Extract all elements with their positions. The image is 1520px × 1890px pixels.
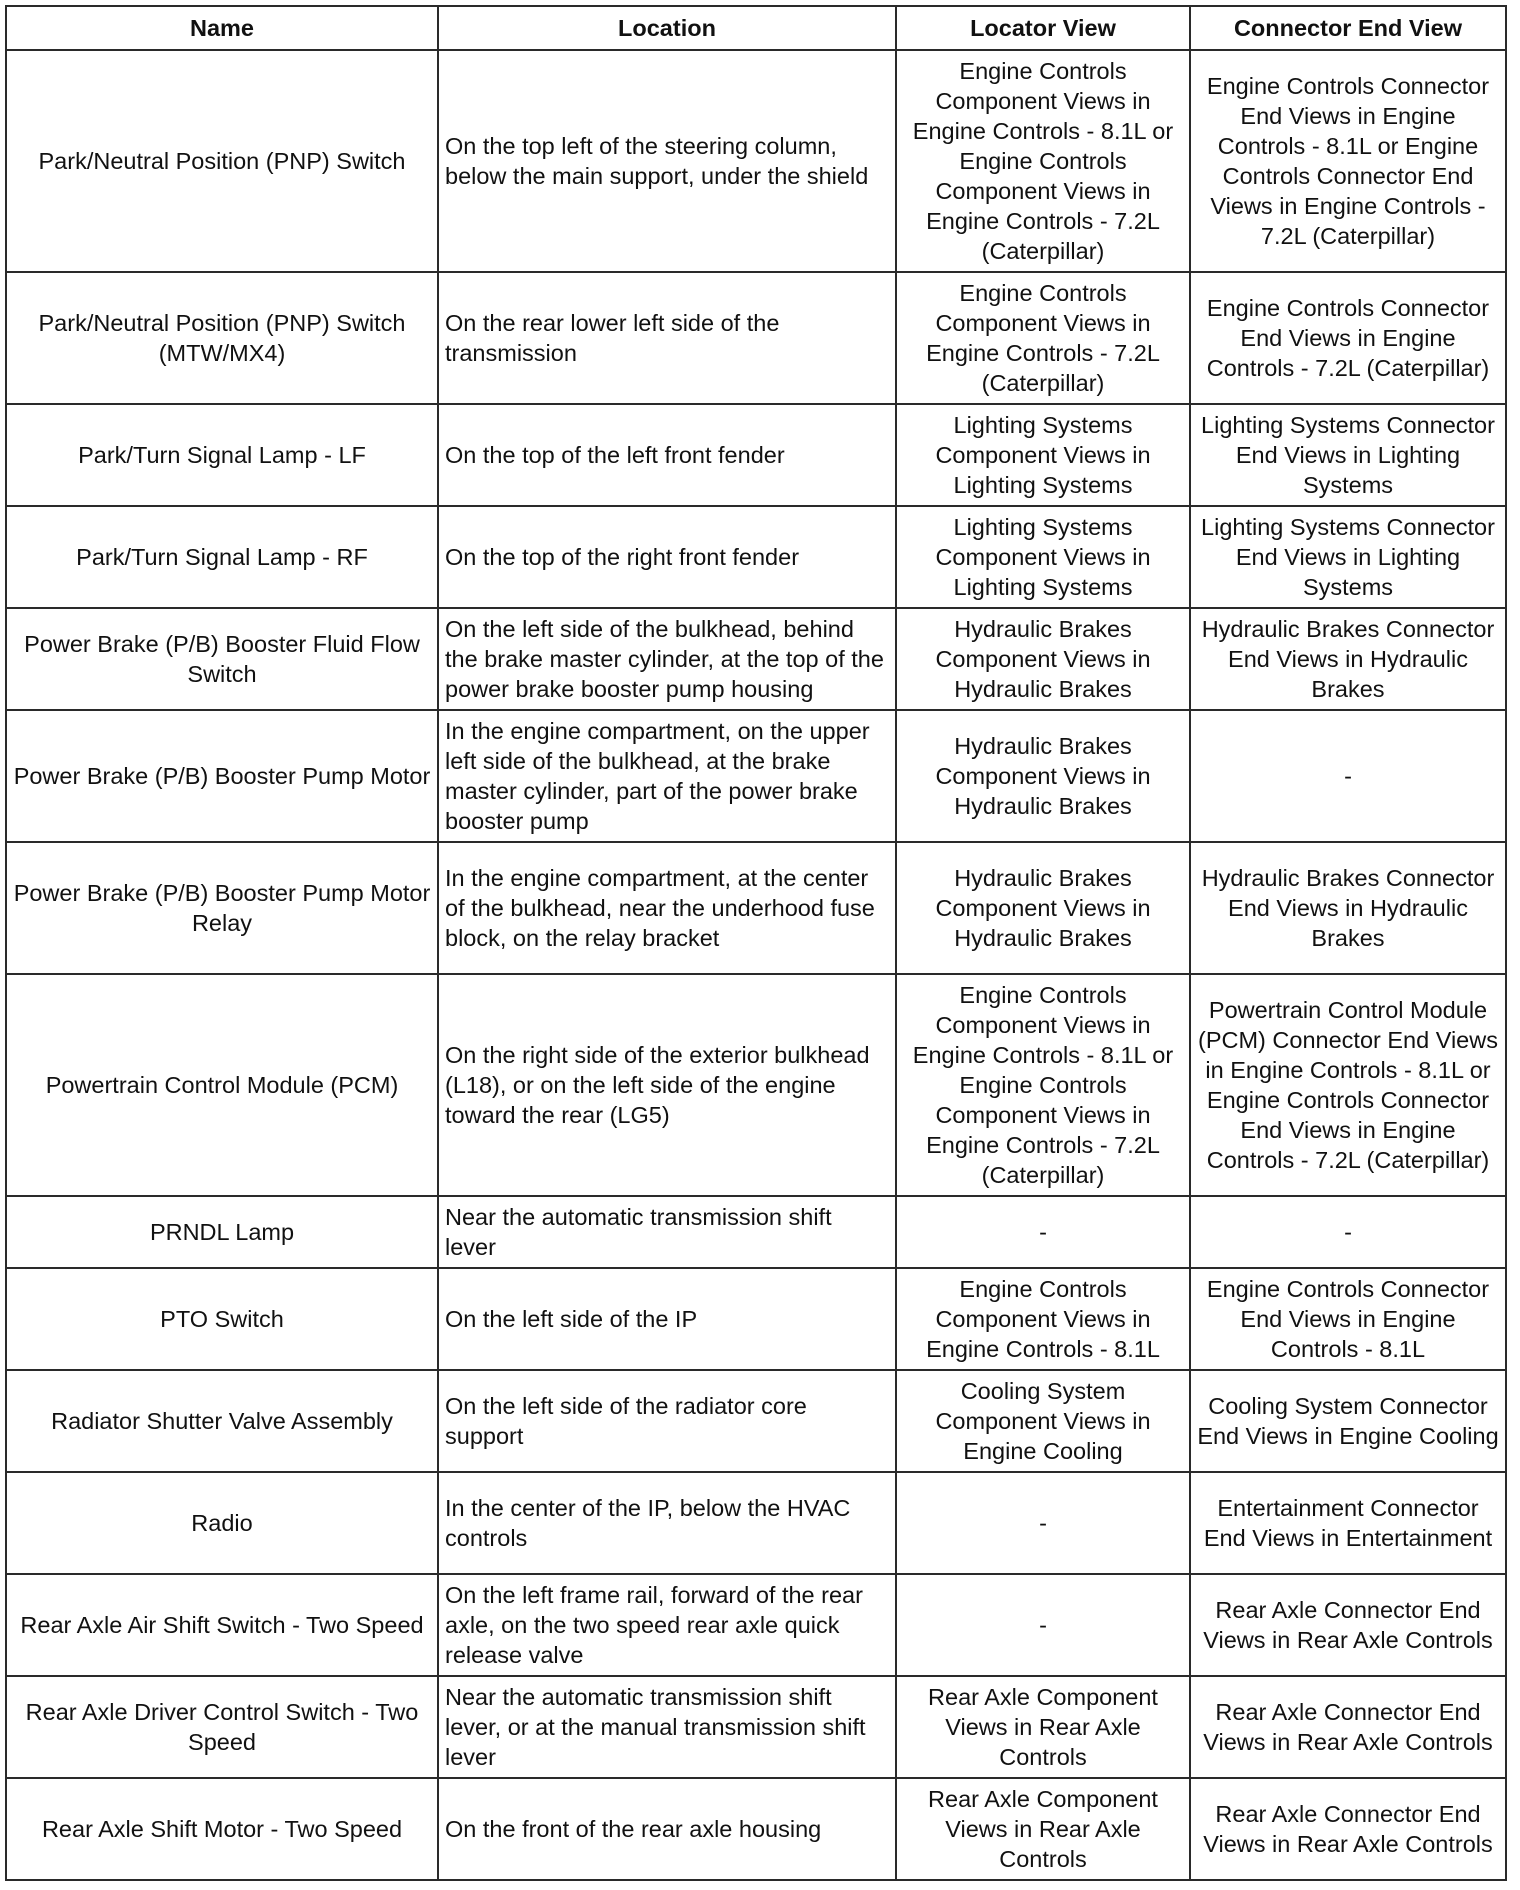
- cell-location: On the top left of the steering column, below the main support, under the shield: [438, 50, 896, 272]
- cell-name: Radiator Shutter Valve Assembly: [6, 1370, 438, 1472]
- cell-locator-view: Rear Axle Component Views in Rear Axle Controls: [896, 1778, 1190, 1880]
- cell-name: Rear Axle Air Shift Switch - Two Speed: [6, 1574, 438, 1676]
- cell-connector-end-view: Rear Axle Connector End Views in Rear Axle Controls: [1190, 1778, 1506, 1880]
- cell-connector-end-view: Rear Axle Connector End Views in Rear Axle Controls: [1190, 1676, 1506, 1778]
- cell-connector-end-view: Entertainment Connector End Views in Entertainment: [1190, 1472, 1506, 1574]
- table-row: [6, 1574, 1506, 1676]
- cell-locator-view: Engine Controls Component Views in Engine Controls - 8.1L or Engine Controls Component Views in Engine Controls - 7.2L (Caterpillar): [896, 50, 1190, 272]
- cell-location: In the engine compartment, on the upper left side of the bulkhead, at the brake master cylinder, part of the power brake booster pump: [438, 710, 896, 842]
- cell-name: Park/Neutral Position (PNP) Switch: [6, 50, 438, 272]
- header-name: Name: [6, 6, 438, 50]
- header-connector-end-view: Connector End View: [1190, 6, 1506, 50]
- cell-connector-end-view: Hydraulic Brakes Connector End Views in Hydraulic Brakes: [1190, 842, 1506, 974]
- cell-locator-view: Engine Controls Component Views in Engine Controls - 8.1L or Engine Controls Component Views in Engine Controls - 7.2L (Caterpillar): [896, 974, 1190, 1196]
- cell-locator-view: Hydraulic Brakes Component Views in Hydraulic Brakes: [896, 842, 1190, 974]
- table-row: [6, 1676, 1506, 1778]
- cell-name: Rear Axle Driver Control Switch - Two Speed: [6, 1676, 438, 1778]
- cell-locator-view: Rear Axle Component Views in Rear Axle Controls: [896, 1676, 1190, 1778]
- cell-location: Near the automatic transmission shift lever: [438, 1196, 896, 1268]
- cell-location: On the front of the rear axle housing: [438, 1778, 896, 1880]
- cell-name: Park/Neutral Position (PNP) Switch (MTW/MX4): [6, 272, 438, 404]
- table-row: [6, 1268, 1506, 1370]
- cell-name: Radio: [6, 1472, 438, 1574]
- table-row: [6, 404, 1506, 506]
- cell-location: On the left frame rail, forward of the rear axle, on the two speed rear axle quick release valve: [438, 1574, 896, 1676]
- table-row: [6, 1472, 1506, 1574]
- cell-connector-end-view: -: [1190, 1196, 1506, 1268]
- cell-locator-view: -: [896, 1574, 1190, 1676]
- table-row: [6, 506, 1506, 608]
- cell-connector-end-view: Lighting Systems Connector End Views in Lighting Systems: [1190, 506, 1506, 608]
- cell-locator-view: Hydraulic Brakes Component Views in Hydraulic Brakes: [896, 710, 1190, 842]
- cell-name: Park/Turn Signal Lamp - RF: [6, 506, 438, 608]
- cell-locator-view: -: [896, 1196, 1190, 1268]
- cell-location: In the engine compartment, at the center of the bulkhead, near the underhood fuse block, on the relay bracket: [438, 842, 896, 974]
- cell-location: On the top of the left front fender: [438, 404, 896, 506]
- cell-location: On the top of the right front fender: [438, 506, 896, 608]
- table-header: [6, 6, 1506, 50]
- cell-name: Power Brake (P/B) Booster Pump Motor: [6, 710, 438, 842]
- table-row: [6, 272, 1506, 404]
- cell-connector-end-view: Lighting Systems Connector End Views in Lighting Systems: [1190, 404, 1506, 506]
- cell-name: Rear Axle Shift Motor - Two Speed: [6, 1778, 438, 1880]
- cell-name: Power Brake (P/B) Booster Fluid Flow Switch: [6, 608, 438, 710]
- cell-locator-view: Lighting Systems Component Views in Lighting Systems: [896, 506, 1190, 608]
- component-locator-table: [5, 5, 1507, 1881]
- header-locator-view: Locator View: [896, 6, 1190, 50]
- table-body: [6, 50, 1506, 1880]
- cell-name: Park/Turn Signal Lamp - LF: [6, 404, 438, 506]
- cell-location: Near the automatic transmission shift lever, or at the manual transmission shift lever: [438, 1676, 896, 1778]
- table-row: [6, 50, 1506, 272]
- cell-locator-view: -: [896, 1472, 1190, 1574]
- cell-connector-end-view: Rear Axle Connector End Views in Rear Axle Controls: [1190, 1574, 1506, 1676]
- cell-connector-end-view: Cooling System Connector End Views in Engine Cooling: [1190, 1370, 1506, 1472]
- header-row: [6, 6, 1506, 50]
- cell-connector-end-view: -: [1190, 710, 1506, 842]
- cell-location: On the right side of the exterior bulkhead (L18), or on the left side of the engine toward the rear (LG5): [438, 974, 896, 1196]
- cell-connector-end-view: Hydraulic Brakes Connector End Views in Hydraulic Brakes: [1190, 608, 1506, 710]
- cell-connector-end-view: Engine Controls Connector End Views in Engine Controls - 7.2L (Caterpillar): [1190, 272, 1506, 404]
- table-row: [6, 608, 1506, 710]
- cell-name: PRNDL Lamp: [6, 1196, 438, 1268]
- cell-name: Powertrain Control Module (PCM): [6, 974, 438, 1196]
- header-location: Location: [438, 6, 896, 50]
- cell-locator-view: Engine Controls Component Views in Engine Controls - 7.2L (Caterpillar): [896, 272, 1190, 404]
- cell-location: In the center of the IP, below the HVAC controls: [438, 1472, 896, 1574]
- cell-location: On the left side of the radiator core support: [438, 1370, 896, 1472]
- table-row: [6, 1196, 1506, 1268]
- cell-location: On the left side of the IP: [438, 1268, 896, 1370]
- cell-locator-view: Engine Controls Component Views in Engine Controls - 8.1L: [896, 1268, 1190, 1370]
- table-row: [6, 842, 1506, 974]
- cell-name: PTO Switch: [6, 1268, 438, 1370]
- table-row: [6, 1370, 1506, 1472]
- cell-locator-view: Hydraulic Brakes Component Views in Hydraulic Brakes: [896, 608, 1190, 710]
- cell-locator-view: Cooling System Component Views in Engine Cooling: [896, 1370, 1190, 1472]
- table-row: [6, 974, 1506, 1196]
- cell-name: Power Brake (P/B) Booster Pump Motor Relay: [6, 842, 438, 974]
- cell-location: On the rear lower left side of the transmission: [438, 272, 896, 404]
- cell-connector-end-view: Engine Controls Connector End Views in Engine Controls - 8.1L or Engine Controls Connector End Views in Engine Controls - 7.2L (Caterpillar): [1190, 50, 1506, 272]
- cell-connector-end-view: Engine Controls Connector End Views in Engine Controls - 8.1L: [1190, 1268, 1506, 1370]
- cell-location: On the left side of the bulkhead, behind the brake master cylinder, at the top of the power brake booster pump housing: [438, 608, 896, 710]
- cell-locator-view: Lighting Systems Component Views in Lighting Systems: [896, 404, 1190, 506]
- cell-connector-end-view: Powertrain Control Module (PCM) Connector End Views in Engine Controls - 8.1L or Engine Controls Connector End Views in Engine Controls - 7.2L (Caterpillar): [1190, 974, 1506, 1196]
- table-row: [6, 1778, 1506, 1880]
- table-row: [6, 710, 1506, 842]
